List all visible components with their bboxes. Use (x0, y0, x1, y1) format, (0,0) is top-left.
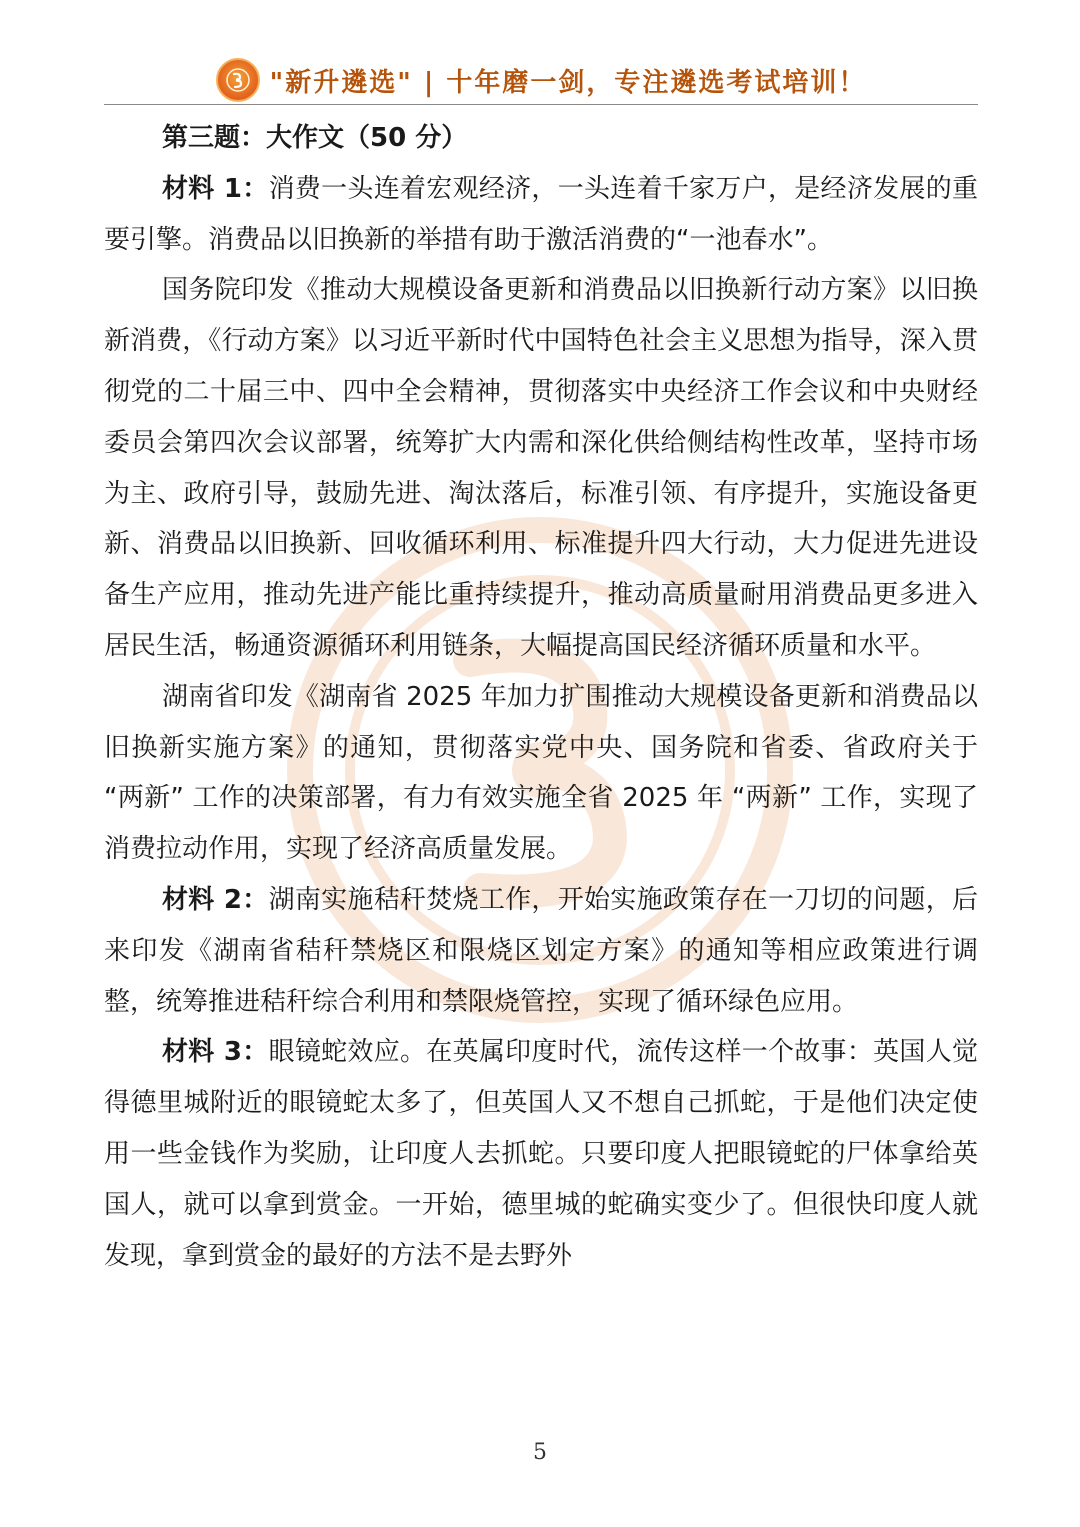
material-1-paragraph (104, 164, 978, 266)
section-heading: 第三题：大作文（50 分） (162, 123, 468, 153)
material-3-paragraph (104, 1027, 978, 1281)
page-header (104, 56, 978, 104)
material-1-paragraph-2: 国务院印发《推动大规模设备更新和消费品以旧换新行动方案》以旧换新消费，《行动方案》以习近平新时代中国特色社会主义思想为指导，深入贯彻党的二十届三中、四中全会精神，贯彻落实中央经济工作会议和中央财经委员会第四次会议部署，统筹扩大内需和深化供给侧结构性改革，坚持市场为主、政府引导，鼓励先进、淘汰落后，标准引领、有序提升，实施设备更新、消费品以旧换新、回收循环利用、标准提升四大行动，大力促进先进设备生产应用，推动先进产能比重持续提升，推动高质量耐用消费品更多进入居民生活，畅通资源循环利用链条，大幅提高国民经济循环质量和水平。 (104, 275, 978, 661)
material-1-text: 消费一头连着宏观经济，一头连着千家万户，是经济发展的重要引擎。消费品以旧换新的举措有助于激活消费的“一池春水”。 (104, 173, 978, 255)
header-slogan: "新升遴选" | 十年磨一剑，专注遴选考试培训！ (269, 67, 867, 98)
material-1-paragraph-3: 湖南省印发《湖南省 2025 年加力扩围推动大规模设备更新和消费品以旧换新实施方案》的通知，贯彻落实党中央、国务院和省委、省政府关于 “两新” 工作的决策部署，有力有效实施全省 2025 年 “两新” 工作，实现了消费拉动作用，实现了经济高质量发展。 (104, 681, 978, 865)
header-divider (104, 104, 978, 105)
material-2-text: 湖南实施秸秆焚烧工作，开始实施政策存在一刀切的问题，后来印发《湖南省秸秆禁烧区和限烧区划定方案》的通知等相应政策进行调整，统筹推进秸秆综合利用和禁限烧管控，实现了循环绿色应用。 (104, 884, 978, 1017)
material-2-paragraph (104, 875, 978, 1027)
material-3-text: 眼镜蛇效应。在英属印度时代，流传这样一个故事：英国人觉得德里城附近的眼镜蛇太多了，但英国人又不想自己抓蛇，于是他们决定使用一些金钱作为奖励，让印度人去抓蛇。只要印度人把眼镜蛇的尸体拿给英国人，就可以拿到赏金。一开始，德里城的蛇确实变少了。但很快印度人就发现，拿到赏金的最好的方法不是去野外 (104, 1037, 978, 1271)
institution-seal-icon (216, 58, 260, 102)
material-2-label: 材料 2： (162, 884, 269, 915)
document-body (104, 113, 978, 1281)
material-3-label: 材料 3： (162, 1037, 269, 1068)
material-1-label: 材料 1： (162, 173, 269, 204)
page-number: 5 (533, 1440, 547, 1465)
